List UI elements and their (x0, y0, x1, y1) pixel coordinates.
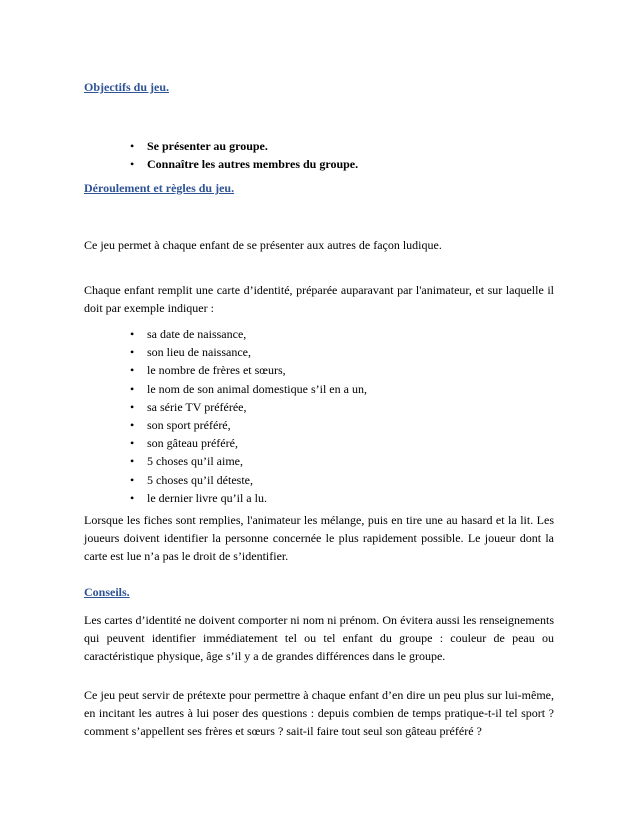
paragraph-card: Chaque enfant remplit une carte d’identité, préparée auparavant par l'animateur, et sur laquelle il doit par exemple indiquer : (84, 283, 554, 315)
list-item: • le nom de son animal domestique s’il en a un, (130, 380, 367, 398)
heading-deroulement: Déroulement et règles du jeu. (84, 181, 235, 195)
paragraph-advice: Les cartes d’identité ne doivent comporter ni nom ni prénom. On évitera aussi les renseignements qui peuvent identifier immédiatement tel ou tel enfant du groupe : couleur de peau ou caractéristique physique, âge s’il y a de grandes différences dans le groupe. (84, 613, 554, 663)
list-item: • le nombre de frères et sœurs, (130, 361, 367, 379)
paragraph-pretext: Ce jeu peut servir de prétexte pour permettre à chaque enfant d’en dire un peu plus sur lui-même, en incitant les autres à lui poser des questions : depuis combien de temps pratique-t-il tel sport ? comment s’appellent ses frères et sœurs ? sait-il faire tout seul son gâteau préféré ? (84, 688, 554, 738)
list-item: • Connaître les autres membres du groupe. (130, 155, 358, 173)
list-item: • son gâteau préféré, (130, 434, 367, 452)
paragraph-rules: Lorsque les fiches sont remplies, l'animateur les mélange, puis en tire une au hasard et la lit. Les joueurs doivent identifier la personne concernée le plus rapidement possible. Le joueur dont la carte est lue n’a pas le droit de s’identifier. (84, 513, 554, 563)
card-items-list (130, 325, 367, 507)
list-item: • son lieu de naissance, (130, 343, 367, 361)
paragraph-intro: Ce jeu permet à chaque enfant de se présenter aux autres de façon ludique. (84, 238, 442, 252)
list-item: • Se présenter au groupe. (130, 137, 358, 155)
objectifs-list (130, 137, 358, 173)
heading-conseils: Conseils. (84, 585, 130, 599)
list-item: • sa date de naissance, (130, 325, 367, 343)
list-item: • son sport préféré, (130, 416, 367, 434)
list-item: • 5 choses qu’il aime, (130, 452, 367, 470)
list-item: • sa série TV préférée, (130, 398, 367, 416)
list-item: • le dernier livre qu’il a lu. (130, 489, 367, 507)
heading-objectifs: Objectifs du jeu. (84, 80, 169, 94)
list-item: • 5 choses qu’il déteste, (130, 471, 367, 489)
